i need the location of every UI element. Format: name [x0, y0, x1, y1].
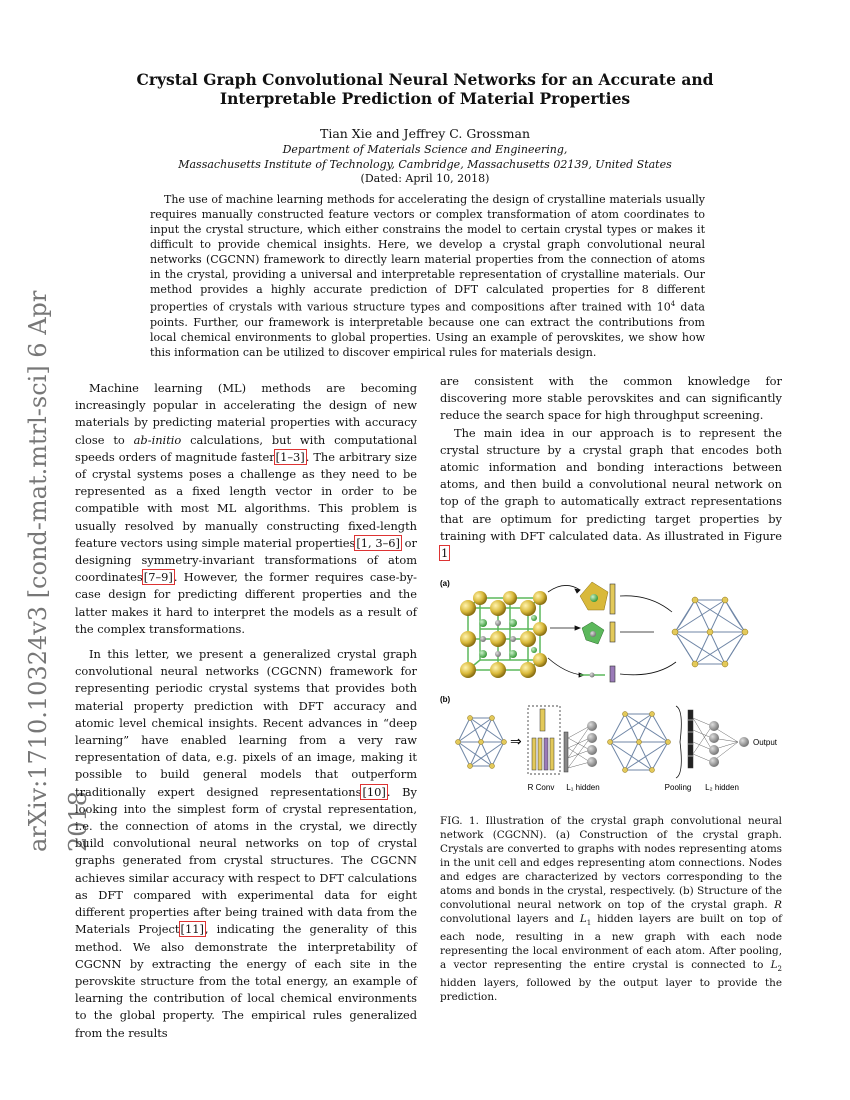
abstract [150, 192, 705, 360]
arxiv-identifier: arXiv:1710.10324v3 [cond-mat.mtrl-sci] 6 Apr 2018 [24, 290, 92, 852]
abstract-exponent: 4 [670, 300, 676, 308]
label-r-conv: R Conv [527, 783, 555, 792]
label-pooling: Pooling [664, 783, 692, 792]
citation-link[interactable]: [7–9] [143, 570, 173, 585]
l1-hidden-network [568, 726, 590, 768]
authors: Tian Xie and Jeffrey C. Grossman [320, 126, 530, 141]
left-column [75, 380, 417, 1042]
local-environments [580, 582, 608, 678]
panel-label-a: (a) [440, 579, 450, 588]
paper-title [100, 70, 750, 108]
figure-1-caption [440, 814, 782, 1004]
affiliation-line-1: Department of Materials Science and Engineering, [282, 143, 568, 156]
caption-subscript: 2 [777, 965, 782, 974]
caption-symbol: R [774, 899, 782, 911]
title-line-1: Crystal Graph Convolutional Neural Networks for an Accurate and [136, 70, 714, 89]
node-feature-vectors [610, 584, 615, 682]
date-line: (Dated: April 10, 2018) [360, 172, 490, 185]
text-span: In this letter, we present a generalized crystal graph convolutional neural networks (CGCNN) framework for representing periodic crystal systems that provides both material property prediction with DFT accuracy and atomic level chemical insights. Recent advances in “deep learning” have enabled learning from a very raw representation of data, e.g. pixels of an image, making it possible to build general models that outperform traditionally expert designed representations [75, 647, 417, 799]
label-output: Output [753, 738, 778, 747]
caption-text: FIG. 1. Illustration of the crystal graph convolutional neural network (CGCNN). (a) Construction of the crystal graph. Crystals are converted to graphs with nodes representing atoms in the unit cell and edges representing atom connections. Nodes and edges are characterized by vectors corresponding to the atoms and bonds in the crystal, respectively. (b) Structure of the convolutional neural network on top of the crystal graph. [440, 815, 782, 911]
citation-link[interactable]: [1, 3–6] [356, 535, 400, 550]
panel-label-b: (b) [440, 695, 451, 704]
text-span: . By looking into the simplest form of crystal representation, i.e. the connection of atoms in the crystal, we directly build convolutional neural networks on top of crystal graphs generated from crystal structures. The CGCNN achieves similar accuracy with respect to DFT calculations as DFT compared with experimental data for eight different properties after being trained with data from the Materials Project [75, 784, 417, 937]
pooling-brace [676, 706, 681, 778]
text-span: or designing symmetry-invariant transformations of atom coordinates [75, 535, 417, 585]
text-span: calculations, but with computational speeds orders of magnitude faster [75, 432, 417, 464]
figure-link[interactable]: 1 [441, 546, 449, 561]
output-node [739, 737, 749, 747]
text-span: . The arbitrary size of crystal systems poses a challenge as they need to be represented as a fixed length vector in order to be compatible with most ML algorithms. This problem is usually resolved by manually constructing fixed-length feature vectors using simple material properties [75, 449, 417, 550]
paragraph-intro [75, 380, 417, 638]
citation-link[interactable]: [10] [362, 784, 386, 799]
figure-1 [440, 578, 785, 798]
caption-text: convolutional layers and [440, 913, 580, 925]
affiliation [100, 142, 750, 172]
citation-link[interactable]: [1–3] [275, 449, 305, 464]
text-span: . However, the former requires case-by-case design for predicting different properties and the latter makes it hard to interpret the models as a result of the complex transformations. [75, 570, 417, 636]
right-column [440, 373, 782, 562]
figure-1-graphic [440, 578, 785, 798]
caption-text: hidden layers, followed by the output layer to provide the prediction. [440, 977, 782, 1004]
paragraph-main-idea [440, 425, 782, 563]
affiliation-line-2: Massachusetts Institute of Technology, Cambridge, Massachusetts 02139, United States [178, 158, 672, 171]
caption-text: hidden layers are built on top of each node, resulting in a new graph with each node representing the local environment of each atom. After pooling, a vector representing the entire crystal is connected to [440, 913, 783, 972]
title-line-2: Interpretable Prediction of Material Properties [219, 89, 631, 108]
paragraph-letter [75, 646, 417, 1042]
label-l1-hidden: L₁ hidden [566, 783, 600, 792]
crystal-structure [460, 591, 547, 678]
conv-vectors [532, 709, 568, 772]
arrow-double-icon: ⇒ [510, 734, 522, 750]
text-span: The main idea in our approach is to represent the crystal structure by a crystal graph that encodes both atomic information and bonding interactions between atoms, and then build a convolutional neural network on top of the graph to automatically extract representations that are optimum for predicting target properties by training with DFT calculated data. As illustrated in Figure [440, 425, 782, 543]
label-l2-hidden: L₂ hidden [705, 783, 739, 792]
pooled-vector [688, 710, 693, 768]
text-italic: ab-initio [133, 432, 182, 447]
text-span: Machine learning (ML) methods are becoming increasingly popular in accelerating the design of new materials by predicting material properties with accuracy close to [75, 381, 417, 447]
caption-symbol: L [770, 959, 778, 972]
citation-link[interactable]: [11] [180, 922, 204, 937]
extraction-arrows [548, 585, 584, 677]
text-span: , indicating the generality of this method. We also demonstrate the interpretability of CGCNN by extracting the energy of each site in the perovskite structure from the total energy, an example of learning the contribution of local chemical environments to the global property. The empirical rules generalized from the results [75, 922, 417, 1040]
caption-symbol: L [579, 913, 587, 925]
abstract-text-b: data points. Further, our framework is interpretable because one can extract the contributions from local chemical environments to global properties. Using an example of perovskites, we show how this information can be utilized to discover empirical rules for materials design. [150, 300, 705, 359]
paragraph-continued: are consistent with the common knowledge for discovering more stable perovskites and can significantly reduce the search space for high throughput screening. [440, 374, 782, 423]
abstract-text-a: The use of machine learning methods for accelerating the design of crystalline materials usually requires manually constructed feature vectors or complex transformation of atom coordinates to input the crystal structure, which either constrains the model to certain crystal types or makes it difficult to provide chemical insights. Here, we develop a crystal graph convolutional neural networks (CGCNN) framework to directly learn material properties from the connection of atoms in the crystal, providing a universal and interpretable representation of crystalline materials. Our method provides a highly accurate prediction of DFT calculated properties for 8 different properties of crystals with various structure types and compositions after trained with 10 [150, 193, 705, 314]
caption-subscript: 1 [586, 919, 592, 928]
